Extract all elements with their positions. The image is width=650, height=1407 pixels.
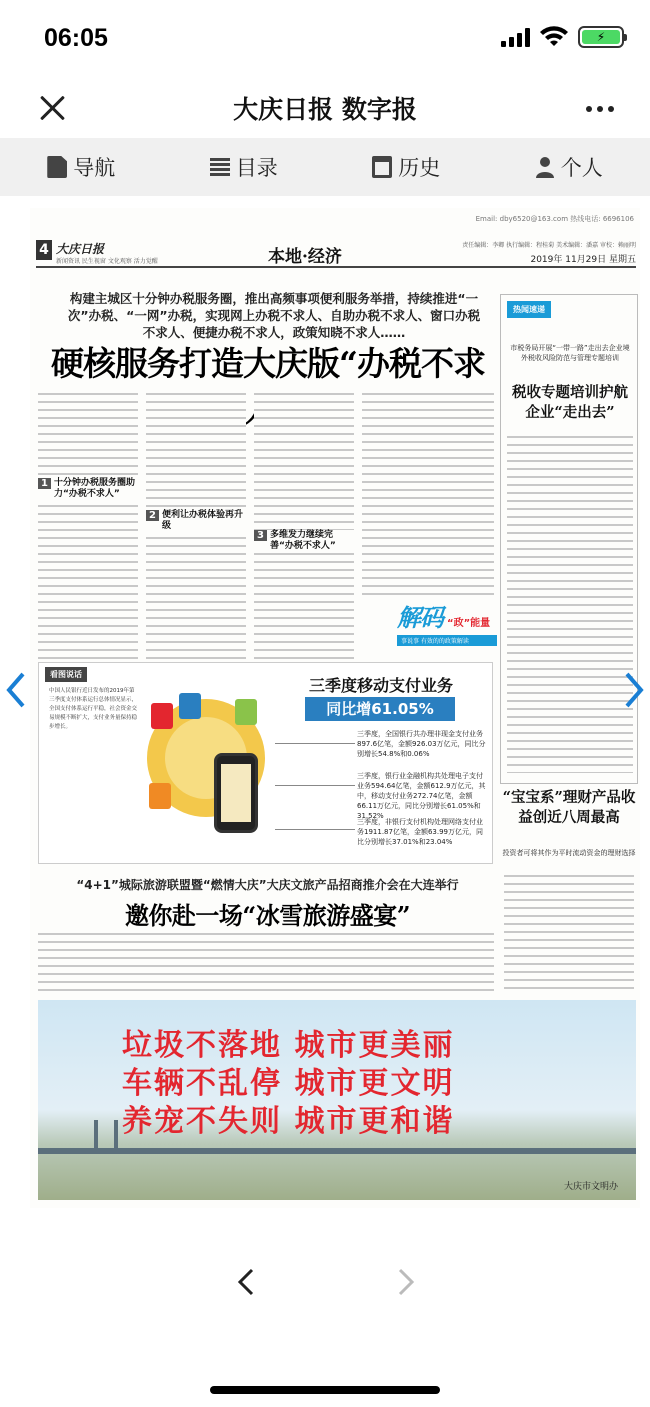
status-icons [501, 26, 624, 48]
section-title: 本地·经济 [268, 247, 342, 267]
phone-icon [214, 753, 258, 833]
stat-connector [275, 785, 355, 786]
bolt-icon: ⚡ [582, 30, 620, 44]
article-body-col1 [38, 390, 138, 660]
sidebar-tag: 热闻速递 [507, 301, 551, 318]
article2-body [38, 930, 494, 994]
infographic-stat-3: 三季度，非银行支付机构处理网络支付业务1911.87亿笔，金额63.99万亿元，同比分别增长37.01%和23.04% [357, 818, 483, 846]
ad-line-1: 垃圾不落地 城市更美丽 [122, 1028, 455, 1063]
paper-header [36, 238, 636, 268]
page-number: 4 [36, 240, 52, 260]
article-subhead[interactable]: 构建主城区十分钟办税服务圈，推出高频事项便利服务举措，持续推进“一次”办税、“一网”办税，实现网上办税不求人、自助办税不求人、窗口办税不求人、便捷办税不求人，政策知晓不求人…… [67, 291, 481, 340]
home-indicator[interactable] [210, 1386, 440, 1394]
prev-page-arrow[interactable] [6, 672, 26, 708]
chevron-right-icon [624, 672, 644, 708]
sidebar-news-box[interactable] [500, 294, 638, 784]
back-button[interactable] [228, 1262, 268, 1302]
wifi-icon [540, 26, 568, 48]
tab-navigation[interactable] [0, 138, 163, 196]
person-icon [535, 156, 555, 178]
battery-icon [578, 26, 624, 48]
tab-history-label: 历史 [398, 156, 441, 180]
tab-navigation-label: 导航 [73, 156, 116, 180]
ad-line-3: 养宠不失则 城市更和谐 [122, 1104, 455, 1139]
chevron-left-icon [228, 1262, 268, 1302]
public-service-ad[interactable] [38, 1000, 636, 1200]
more-options-icon[interactable] [586, 94, 614, 124]
article2-title[interactable]: 邀你赴一场“冰雪旅游盛宴” [124, 901, 411, 930]
infographic-title: 三季度移动支付业务 [309, 676, 454, 695]
sidebar-body [507, 433, 633, 773]
shopping-bag-icon [149, 783, 171, 809]
status-time: 06:05 [44, 24, 108, 52]
stat-connector [275, 829, 355, 830]
tab-personal[interactable] [488, 138, 650, 196]
sidebar-title: 税收专题培训护航企业“走出去” [512, 384, 628, 421]
next-page-arrow[interactable] [624, 672, 644, 708]
article-section-1: 1 十分钟办税服务圈助力“办税不求人” [38, 478, 138, 500]
chevron-right-icon [384, 1262, 424, 1302]
infographic-stat-1: 三季度，全国银行共办理非现金支付业务 897.6亿笔，金额926.03万亿元，同比分别增长54.8%和0.06% [357, 730, 486, 758]
cellular-signal-icon [501, 27, 530, 47]
app-title: 大庆日报 数字报 [233, 95, 417, 124]
stat-connector [275, 743, 355, 744]
shopping-bag-icon [235, 699, 257, 725]
bridge-tower [114, 1120, 118, 1150]
list-icon [210, 156, 230, 178]
tab-personal-label: 个人 [560, 156, 603, 180]
shopping-bag-icon [151, 703, 173, 729]
article-section-2: 2 便利让办税体验再升级 [146, 510, 246, 532]
sidebar-kicker: 市税务局开展“一带一路”走出去企业境外税收风险防范与管理专题培训 [510, 344, 630, 362]
bridge [38, 1148, 636, 1154]
infographic-banner: 同比增61.05% [305, 697, 455, 721]
toolbar [0, 138, 650, 196]
tab-contents[interactable] [163, 138, 326, 196]
bottom-navigation [0, 1252, 650, 1407]
forward-button[interactable] [384, 1262, 424, 1302]
paper-email: Email: dby6520@163.com 热线电话: 6696106 [475, 215, 634, 223]
sidebar-title-2[interactable]: “宝宝系”理财产品收益创近八周最高 [502, 789, 636, 826]
tab-contents-label: 目录 [235, 156, 278, 180]
masthead: 大庆日报 [56, 242, 105, 256]
date-line: 2019年 11月29日 星期五 [530, 255, 636, 265]
shopping-bag-icon [179, 693, 201, 719]
calendar-icon [372, 156, 392, 178]
jiema-column-logo: 解码 “政”能量 事说事 有效的的政策解读 [397, 598, 497, 648]
article2-kicker[interactable]: “4+1”城际旅游联盟暨“燃情大庆”大庆文旅产品招商推介会在大连举行 [76, 878, 459, 892]
app-header [0, 80, 650, 138]
document-icon [47, 156, 67, 178]
article-body-col3 [254, 390, 354, 660]
infographic-stat-2: 三季度，银行业金融机构共处理电子支付业务594.64亿笔，金额612.9万亿元，其中，移动支付业务272.74亿笔，金额66.11万亿元，同比分别增长61.05%和31.52% [357, 772, 486, 820]
article-section-3: 3 多维发力继续完善“办税不求人” [254, 530, 354, 552]
newspaper-page[interactable] [30, 208, 640, 1208]
infographic-tag: 看图说话 [45, 667, 87, 682]
tab-history[interactable] [325, 138, 488, 196]
status-bar [0, 0, 650, 80]
bridge-tower [94, 1120, 98, 1150]
masthead-tags: 新闻资讯 民生视窗 文化观察 活力觉醒 [56, 258, 158, 265]
infographic-text: 中国人民银行近日发布的2019年第三季度支付体系运行总体情况显示，全国支付体系运行平稳，社会资金交易规模不断扩大，支付业务量保持稳步增长。 [49, 688, 138, 730]
editor-line: 责任编辑：李卿 执行编辑：程桂菊 美术编辑：潘嘉 审校：赖丽明 [462, 242, 636, 249]
chevron-left-icon [6, 672, 26, 708]
ad-line-2: 车辆不乱停 城市更文明 [122, 1066, 455, 1101]
ad-credit: 大庆市文明办 [563, 1182, 618, 1192]
sidebar-body-2 [504, 872, 634, 992]
article-body-col4 [362, 390, 494, 595]
article-title[interactable]: 硬核服务打造大庆版“办税不求 [51, 344, 485, 383]
sidebar-kicker-2: 投资者可将其作为平时流动资金的理财选择 [502, 849, 636, 857]
infographic[interactable] [38, 662, 493, 864]
